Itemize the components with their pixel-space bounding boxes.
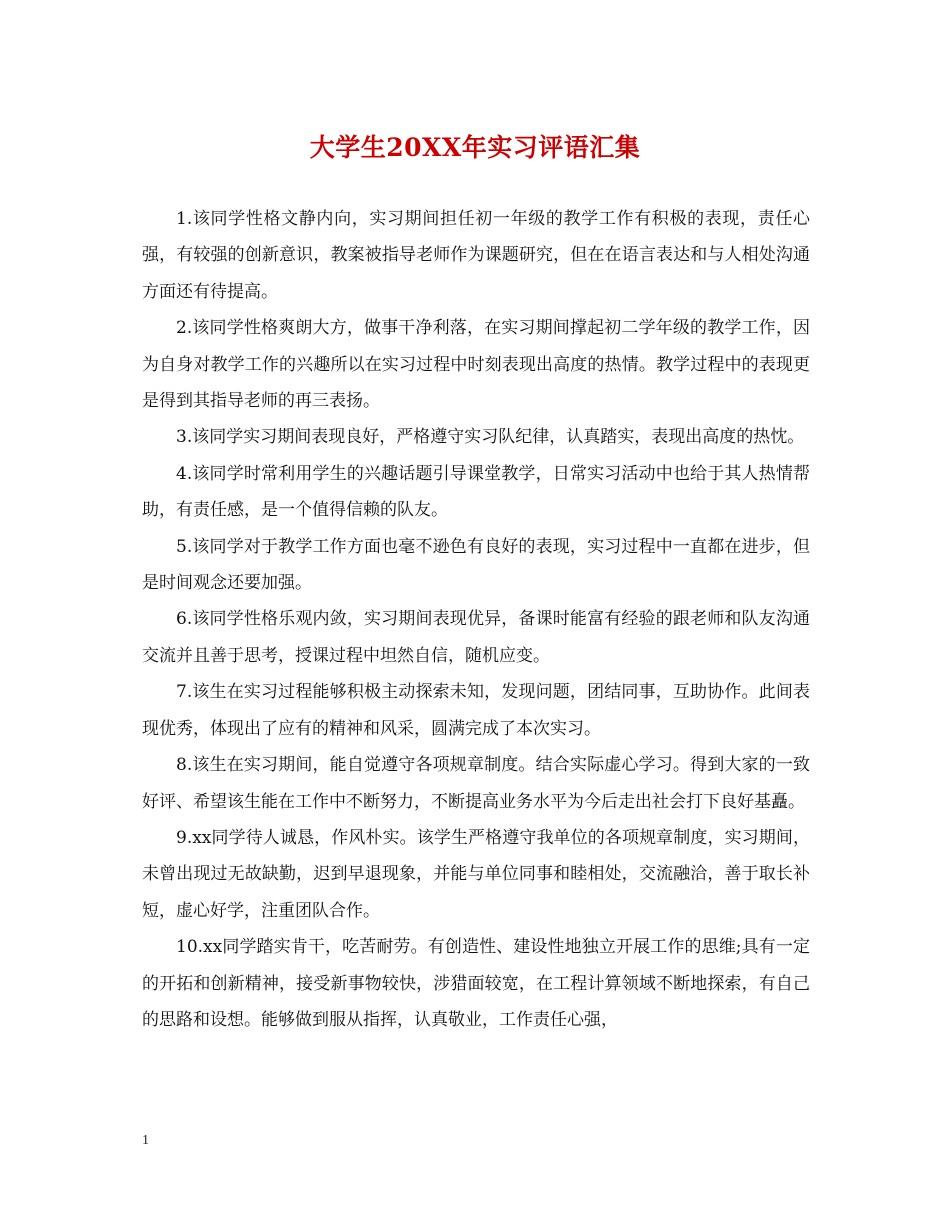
comment-paragraph-5: 5.该同学对于教学工作方面也毫不逊色有良好的表现，实习过程中一直都在进步，但是时间观念还要加强。: [142, 536, 810, 594]
comment-paragraph-3: 3.该同学实习期间表现良好，严格遵守实习队纪律，认真踏实，表现出高度的热忱。: [176, 427, 805, 448]
comment-paragraph-6: 6.该同学性格乐观内敛，实习期间表现优异，备课时能富有经验的跟老师和队友沟通交流并且善于思考，授课过程中坦然自信，随机应变。: [142, 609, 810, 666]
comment-paragraph-2: 2.该同学性格爽朗大方，做事干净利落，在实习期间撑起初二学年级的教学工作，因为自身对教学工作的兴趣所以在实习过程中时刻表现出高度的热情。教学过程中的表现更是得到其指导老师的再三表扬。: [142, 318, 810, 412]
comment-paragraph-10: 10.xx同学踏实肯干，吃苦耐劳。有创造性、建设性地独立开展工作的思维;具有一定的开拓和创新精神，接受新事物较快，涉猎面较宽，在工程计算领域不断地探索，有自己的思路和设想。能够做到服从指挥，认真敬业，工作责任心强，: [142, 937, 810, 1030]
comment-paragraph-8: 8.该生在实习期间，能自觉遵守各项规章制度。结合实际虚心学习。得到大家的一致好评、希望该生能在工作中不断努力，不断提高业务水平为今后走出社会打下良好基矗。: [142, 755, 810, 812]
comment-paragraph-1: 1.该同学性格文静内向，实习期间担任初一年级的教学工作有积极的表现，责任心强，有较强的创新意识，教案被指导老师作为课题研究，但在在语言表达和与人相处沟通方面还有待提高。: [142, 209, 810, 302]
document-body: [142, 201, 810, 1038]
comment-paragraph-4: 4.该同学时常利用学生的兴趣话题引导课堂教学，日常实习活动中也给于其人热情帮助，有责任感，是一个值得信赖的队友。: [142, 463, 810, 521]
page-number: 1: [142, 1133, 149, 1148]
comment-paragraph-7: 7.该生在实习过程能够积极主动探索未知，发现问题，团结同事，互助协作。此间表现优秀，体现出了应有的精神和风采，圆满完成了本次实习。: [142, 682, 810, 739]
document-title: 大学生20XX年实习评语汇集: [309, 133, 641, 162]
comment-paragraph-9: 9.xx同学待人诚恳，作风朴实。该学生严格遵守我单位的各项规章制度，实习期间，未曾出现过无故缺勤，迟到早退现象，并能与单位同事和睦相处，交流融洽，善于取长补短，虚心好学，注重团队合作。: [142, 827, 810, 921]
